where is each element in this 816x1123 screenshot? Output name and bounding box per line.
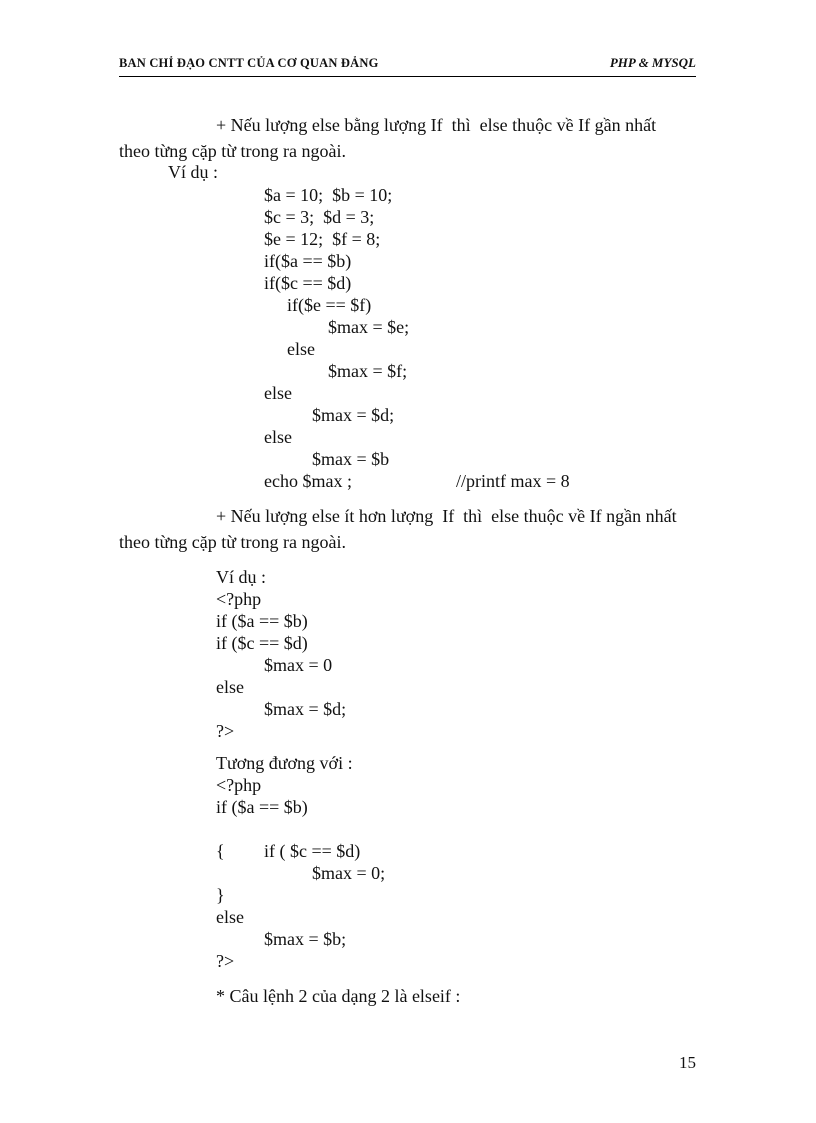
code-line: <?php: [216, 589, 262, 609]
page-number: 15: [679, 1053, 696, 1072]
paragraph-line: + Nếu lượng else bằng lượng If thì else thuộc về If gần nhất: [216, 115, 657, 135]
code-line: if($a == $b): [264, 251, 352, 271]
code-line: else: [216, 677, 244, 697]
code-line: ?>: [216, 951, 235, 971]
code-line: if ($a == $b): [216, 797, 308, 817]
code-line: $c = 3; $d = 3;: [264, 207, 375, 227]
code-line: $max = 0: [264, 655, 333, 675]
code-comment: //printf max = 8: [456, 471, 570, 491]
code-line: if($c == $d): [264, 273, 352, 293]
paragraph-line: + Nếu lượng else ít hơn lượng If thì else thuộc về If ngần nhất: [216, 506, 677, 526]
header-rule: [119, 76, 696, 77]
example-label: Ví dụ :: [168, 162, 219, 182]
code-line: if ($a == $b): [216, 611, 308, 631]
code-line: if ( $c == $d): [264, 841, 361, 861]
code-line: else: [264, 427, 292, 447]
code-line: $max = $d;: [264, 699, 347, 719]
code-line: ?>: [216, 721, 235, 741]
code-line: if($e == $f): [287, 295, 372, 315]
code-line: $max = $f;: [328, 361, 408, 381]
code-line: echo $max ;: [264, 471, 352, 491]
code-line: }: [216, 885, 225, 905]
code-line: $a = 10; $b = 10;: [264, 185, 393, 205]
code-line: else: [287, 339, 315, 359]
code-line: <?php: [216, 775, 262, 795]
code-line: $max = $d;: [312, 405, 395, 425]
code-line: $max = $e;: [328, 317, 410, 337]
page-header-left: BAN CHỈ ĐẠO CNTT CỦA CƠ QUAN ĐẢNG: [119, 56, 379, 70]
code-line: $e = 12; $f = 8;: [264, 229, 381, 249]
code-line: $max = 0;: [312, 863, 386, 883]
paragraph-line: theo từng cặp từ trong ra ngoài.: [119, 141, 346, 161]
code-line: else: [216, 907, 244, 927]
equivalent-label: Tương đương với :: [216, 753, 353, 773]
example-label: Ví dụ :: [216, 567, 267, 587]
code-line: $max = $b;: [264, 929, 347, 949]
section-note: * Câu lệnh 2 của dạng 2 là elseif :: [216, 986, 461, 1006]
page-header-right: PHP & MYSQL: [609, 55, 696, 70]
code-line: else: [264, 383, 292, 403]
paragraph-line: theo từng cặp từ trong ra ngoài.: [119, 532, 346, 552]
code-line: if ($c == $d): [216, 633, 308, 653]
code-line: {: [216, 841, 225, 861]
code-line: $max = $b: [312, 449, 390, 469]
